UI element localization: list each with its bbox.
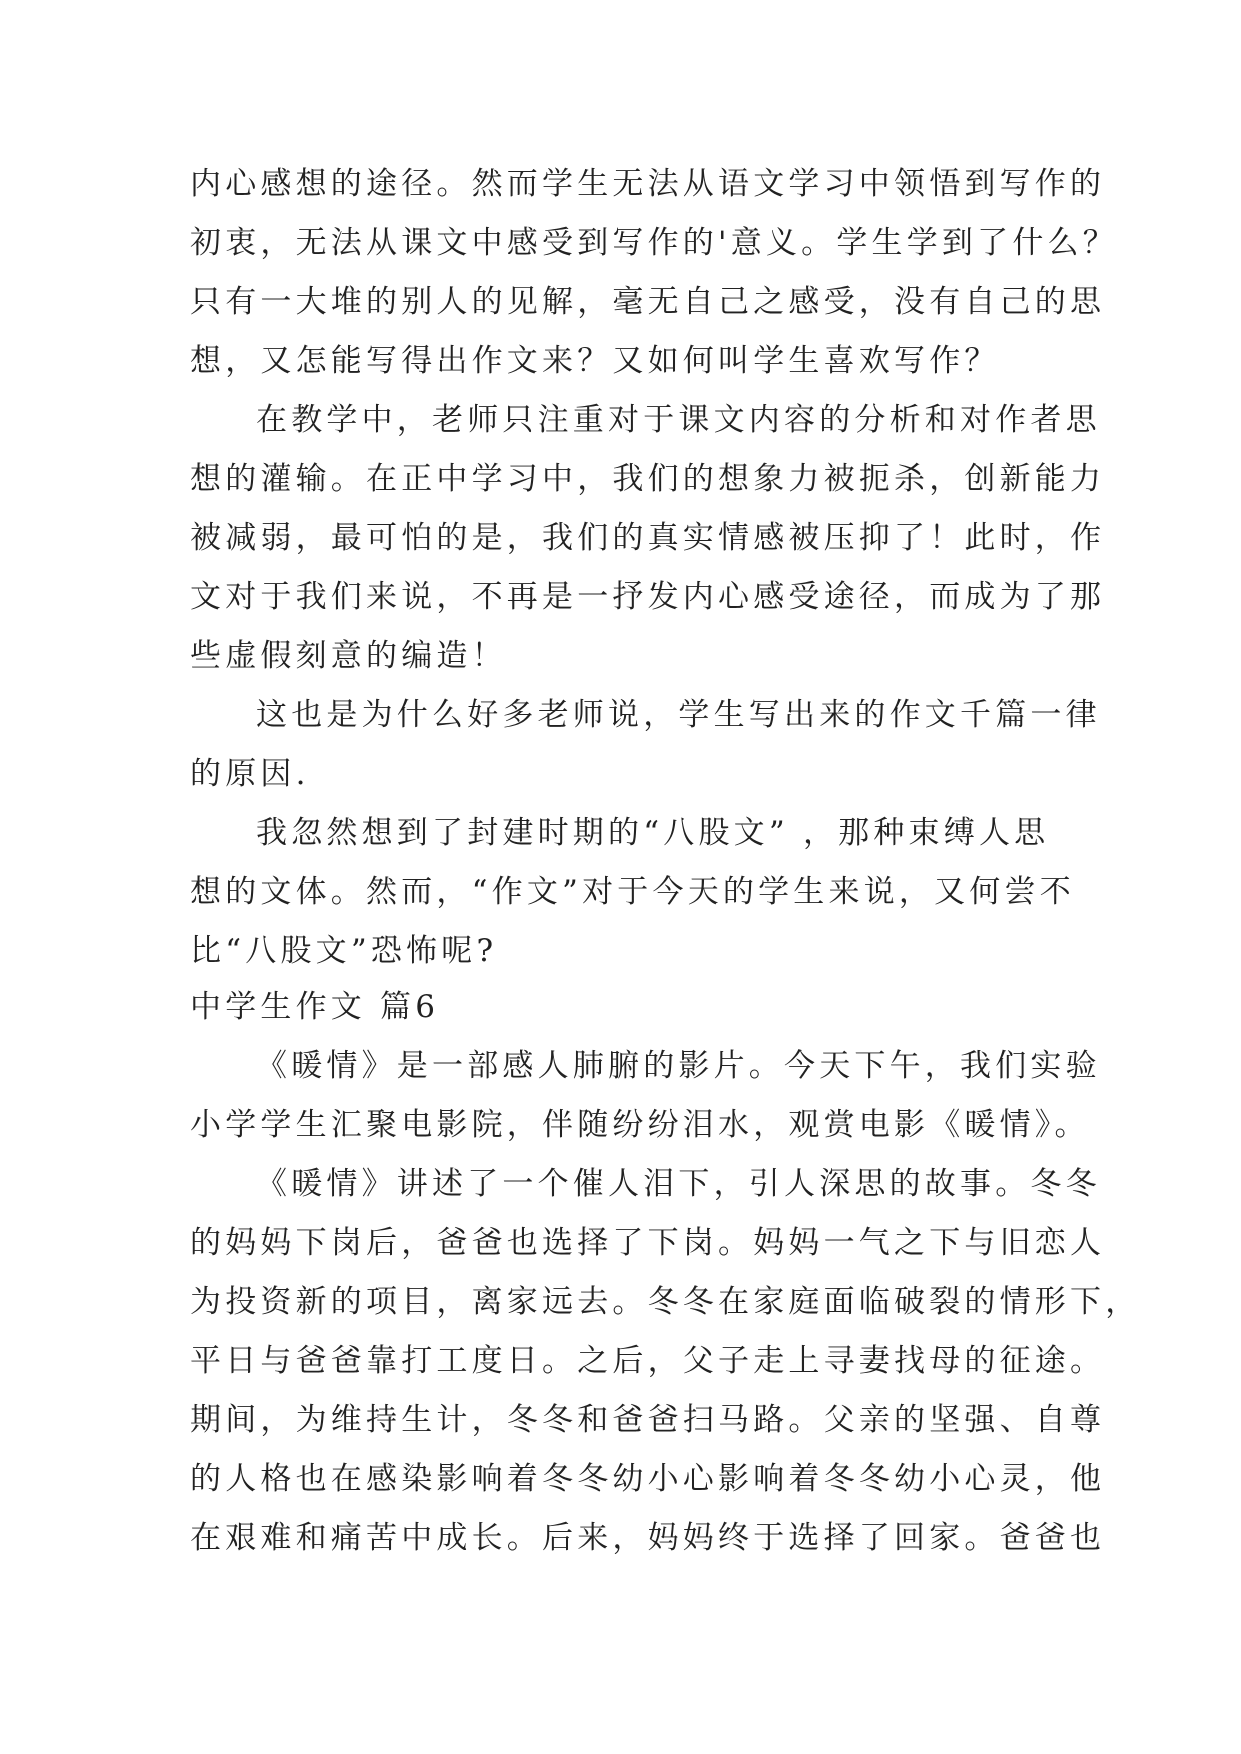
text-line: 的原因. — [190, 756, 310, 792]
text-line: 的妈妈下岗后，爸爸也选择了下岗。妈妈一气之下与旧恋人 — [190, 1225, 1106, 1261]
paragraph-first-line: 这也是为什么好多老师说，学生写出来的作文千篇一律 — [256, 697, 1101, 733]
text-line: 想，又怎能写得出作文来？又如何叫学生喜欢写作？ — [190, 343, 1000, 379]
text-line: 内心感想的途径。然而学生无法从语文学习中领悟到写作的 — [190, 166, 1106, 202]
text-line: 想的灌输。在正中学习中，我们的想象力被扼杀，创新能力 — [190, 461, 1106, 497]
paragraph-first-line: 在教学中，老师只注重对于课文内容的分析和对作者思 — [256, 402, 1101, 438]
paragraph-first-line: 我忽然想到了封建时期的“八股文” ，那种束缚人思 — [256, 815, 1050, 851]
text-line: 些虚假刻意的编造！ — [190, 638, 507, 674]
text-line: 文对于我们来说，不再是一抒发内心感受途径，而成为了那 — [190, 579, 1106, 615]
text-line: 被减弱，最可怕的是，我们的真实情感被压抑了！此时，作 — [190, 520, 1106, 556]
text-line: 在艰难和痛苦中成长。后来，妈妈终于选择了回家。爸爸也 — [190, 1520, 1106, 1556]
text-line: 的人格也在感染影响着冬冬幼小心影响着冬冬幼小心灵，他 — [190, 1461, 1106, 1497]
text-line: 想的文体。然而，“作文”对于今天的学生来说，又何尝不 — [190, 874, 1075, 910]
text-line: 初衷，无法从课文中感受到写作的'意义。学生学到了什么？ — [190, 225, 1118, 261]
text-line: 平日与爸爸靠打工度日。之后，父子走上寻妻找母的征途。 — [190, 1343, 1106, 1379]
text-line: 为投资新的项目，离家远去。冬冬在家庭面临破裂的情形下， — [190, 1284, 1141, 1320]
text-line: 小学学生汇聚电影院，伴随纷纷泪水，观赏电影《暖情》。 — [190, 1107, 1090, 1143]
section-heading: 中学生作文 篇6 — [190, 989, 440, 1025]
text-line: 比“八股文”恐怖呢? — [190, 933, 498, 969]
paragraph-first-line: 《暖情》讲述了一个催人泪下，引人深思的故事。冬冬 — [256, 1166, 1101, 1202]
text-line: 期间，为维持生计，冬冬和爸爸扫马路。父亲的坚强、自尊 — [190, 1402, 1106, 1438]
paragraph-first-line: 《暖情》是一部感人肺腑的影片。今天下午，我们实验 — [256, 1048, 1101, 1084]
text-line: 只有一大堆的别人的见解，毫无自己之感受，没有自己的思 — [190, 284, 1106, 320]
